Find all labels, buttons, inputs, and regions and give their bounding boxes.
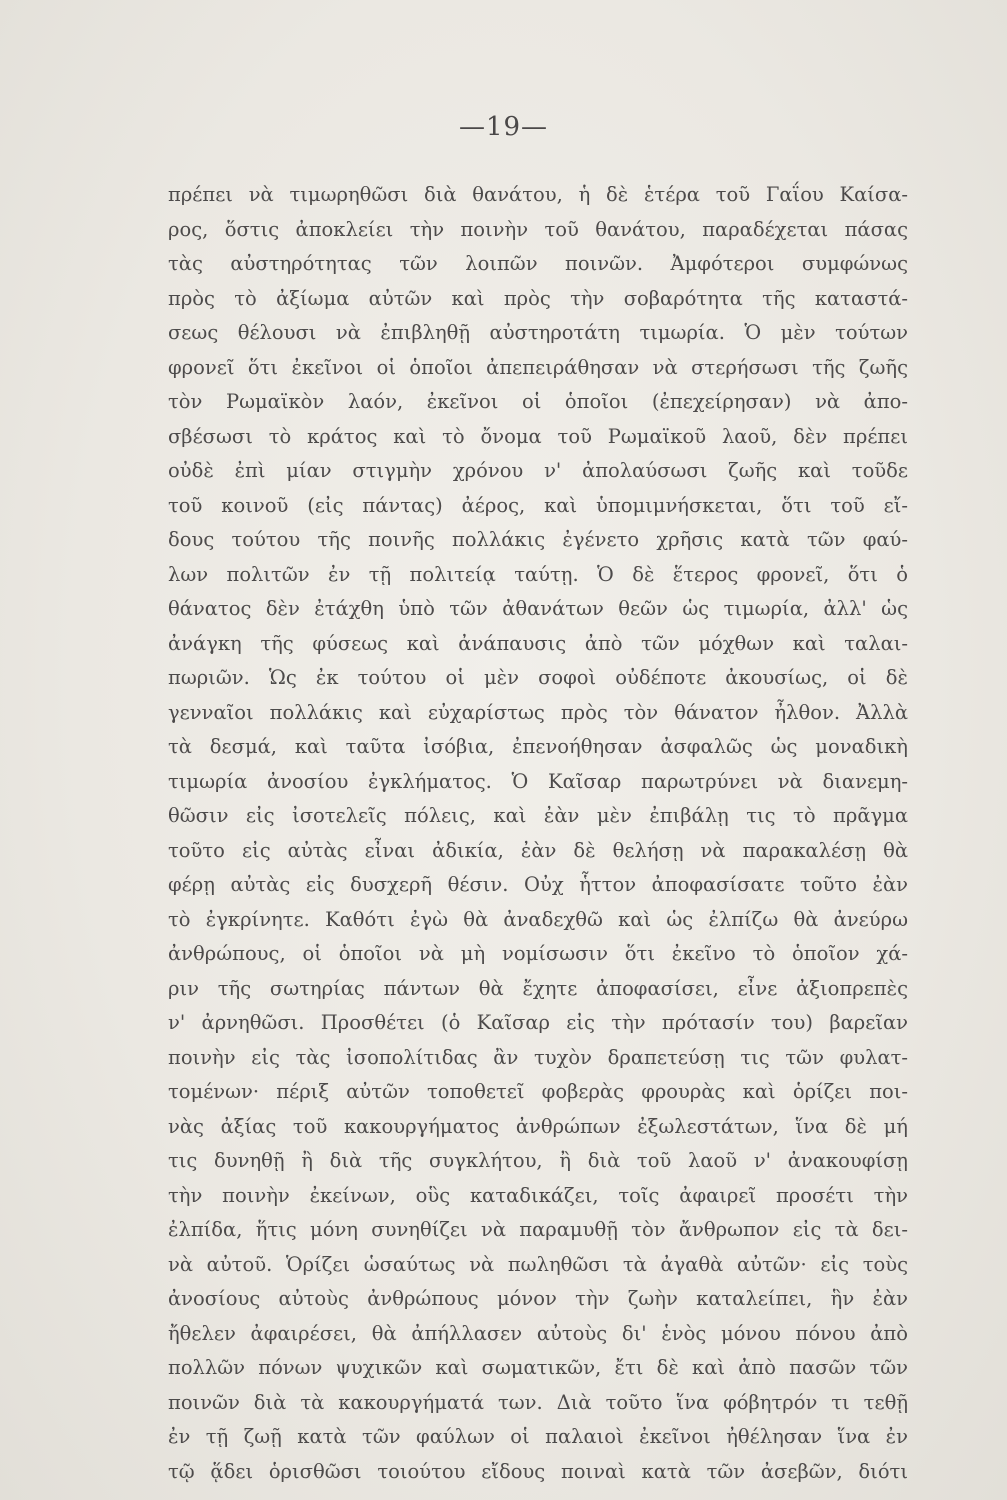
text-line: πρέπει νὰ τιμωρηθῶσι διὰ θανάτου, ἡ δὲ ἑτέρα τοῦ Γαΐου Καίσα- <box>168 183 908 206</box>
text-line: ν' ἀρνηθῶσι. Προσθέτει (ὁ Καῖσαρ εἰς τὴν πρότασίν του) βαρεῖαν <box>168 1011 908 1034</box>
text-line: τῷ ᾅδει ὁρισθῶσι τοιούτου εἴδους ποιναὶ κατὰ τῶν ἀσεβῶν, διότι <box>168 1459 908 1483</box>
text-line: ἀνάγκη τῆς φύσεως καὶ ἀνάπαυσις ἀπὸ τῶν μόχθων καὶ ταλαι- <box>168 631 908 655</box>
text-line: νὰς ἀξίας τοῦ κακουργήματος ἀνθρώπων ἐξωλεστάτων, ἵνα δὲ μή <box>168 1114 908 1138</box>
text-line: θάνατος δὲν ἐτάχθη ὑπὸ τῶν ἀθανάτων θεῶν ὡς τιμωρία, ἀλλ' ὡς <box>168 597 908 620</box>
text-line: λων πολιτῶν ἐν τῇ πολιτείᾳ ταύτῃ. Ὁ δὲ ἕτερος φρονεῖ, ὅτι ὁ <box>168 562 908 586</box>
text-line: γενναῖοι πολλάκις καὶ εὐχαρίστως πρὸς τὸν θάνατον ἦλθον. Ἀλλὰ <box>168 700 908 724</box>
text-line: τὰς αὐστηρότητας τῶν λοιπῶν ποινῶν. Ἀμφότεροι συμφώνως <box>168 252 908 275</box>
text-line: τομένων· πέριξ αὐτῶν τοποθετεῖ φοβερὰς φρουρὰς καὶ ὁρίζει ποι- <box>168 1080 908 1103</box>
text-line: νὰ αὐτοῦ. Ὁρίζει ὡσαύτως νὰ πωληθῶσι τὰ ἀγαθὰ αὐτῶν· εἰς τοὺς <box>168 1252 908 1276</box>
text-line: τὸν Ρωμαϊκὸν λαόν, ἐκεῖνοι οἱ ὁποῖοι (ἐπεχείρησαν) νὰ ἀπο- <box>168 390 908 413</box>
text-line: πωριῶν. Ὡς ἐκ τούτου οἱ μὲν σοφοὶ οὐδέποτε ἀκουσίως, οἱ δὲ <box>168 666 908 689</box>
text-line: σεως θέλουσι νὰ ἐπιβληθῇ αὐστηροτάτη τιμωρία. Ὁ μὲν τούτων <box>168 321 908 344</box>
text-line: ποινῶν διὰ τὰ κακουργήματά των. Διὰ τοῦτο ἵνα φόβητρόν τι τεθῇ <box>168 1390 908 1414</box>
text-line: ἤθελεν ἀφαιρέσει, θὰ ἀπήλλασεν αὐτοὺς δι' ἑνὸς μόνου πόνου ἀπὸ <box>168 1321 908 1345</box>
text-line: τιμωρία ἀνοσίου ἐγκλήματος. Ὁ Καῖσαρ παρωτρύνει νὰ διανεμη- <box>168 769 908 793</box>
text-line: τὴν ποινὴν ἐκείνων, οὓς καταδικάζει, τοῖς ἀφαιρεῖ προσέτι τὴν <box>168 1183 908 1207</box>
text-line: πολλῶν πόνων ψυχικῶν καὶ σωματικῶν, ἔτι δὲ καὶ ἀπὸ πασῶν τῶν <box>168 1356 908 1379</box>
text-line: ἐλπίδα, ἥτις μόνη συνηθίζει νὰ παραμυθῇ τὸν ἄνθρωπον εἰς τὰ δει- <box>168 1218 908 1241</box>
text-line: ἀνθρώπους, οἱ ὁποῖοι νὰ μὴ νομίσωσιν ὅτι ἐκεῖνο τὸ ὁποῖον χά- <box>168 942 908 965</box>
body-text <box>168 178 908 1489</box>
text-line: δους τούτου τῆς ποινῆς πολλάκις ἐγένετο χρῆσις κατὰ τῶν φαύ- <box>168 528 908 551</box>
text-line: θῶσιν εἰς ἰσοτελεῖς πόλεις, καὶ ἐὰν μὲν ἐπιβάλῃ τις τὸ πρᾶγμα <box>168 804 908 827</box>
text-line: ἀνοσίους αὐτοὺς ἀνθρώπους μόνον τὴν ζωὴν καταλείπει, ἣν ἐὰν <box>168 1287 908 1310</box>
text-line: φέρῃ αὐτὰς εἰς δυσχερῆ θέσιν. Οὐχ ἧττον ἀποφασίσατε τοῦτο ἐὰν <box>168 873 908 896</box>
text-line: ποινὴν εἰς τὰς ἰσοπολίτιδας ἂν τυχὸν δραπετεύσῃ τις τῶν φυλατ- <box>168 1045 908 1069</box>
text-line: ἐν τῇ ζωῇ κατὰ τῶν φαύλων οἱ παλαιοὶ ἐκεῖνοι ἠθέλησαν ἵνα ἐν <box>168 1425 908 1448</box>
text-line: σβέσωσι τὸ κράτος καὶ τὸ ὄνομα τοῦ Ρωμαϊκοῦ λαοῦ, δὲν πρέπει <box>168 424 908 448</box>
text-line: ριν τῆς σωτηρίας πάντων θὰ ἔχητε ἀποφασίσει, εἶνε ἀξιοπρεπὲς <box>168 976 908 1000</box>
text-line: τὰ δεσμά, καὶ ταῦτα ἰσόβια, ἐπενοήθησαν ἀσφαλῶς ὡς μοναδικὴ <box>168 735 908 758</box>
text-line: φρονεῖ ὅτι ἐκεῖνοι οἱ ὁποῖοι ἀπεπειράθησαν νὰ στερήσωσι τῆς ζωῆς <box>168 355 908 379</box>
text-line: τὸ ἐγκρίνητε. Καθότι ἐγὼ θὰ ἀναδεχθῶ καὶ ὡς ἐλπίζω θὰ ἀνεύρω <box>168 907 908 931</box>
text-line: ρος, ὅστις ἀποκλείει τὴν ποινὴν τοῦ θανάτου, παραδέχεται πάσας <box>168 217 908 241</box>
text-line: τις δυνηθῇ ἢ διὰ τῆς συγκλήτου, ἢ διὰ τοῦ λαοῦ ν' ἀνακουφίσῃ <box>168 1149 908 1172</box>
text-line: οὐδὲ ἐπὶ μίαν στιγμὴν χρόνου ν' ἀπολαύσωσι ζωῆς καὶ τοῦδε <box>168 459 908 482</box>
text-line: τοῦ κοινοῦ (εἰς πάντας) ἀέρος, καὶ ὑπομιμνήσκεται, ὅτι τοῦ εἴ- <box>168 493 908 517</box>
text-line: τοῦτο εἰς αὐτὰς εἶναι ἀδικία, ἐὰν δὲ θελήσῃ νὰ παρακαλέσῃ θὰ <box>168 838 908 862</box>
page-number: —19— <box>458 112 549 142</box>
text-line: πρὸς τὸ ἀξίωμα αὐτῶν καὶ πρὸς τὴν σοβαρότητα τῆς καταστά- <box>168 286 908 310</box>
